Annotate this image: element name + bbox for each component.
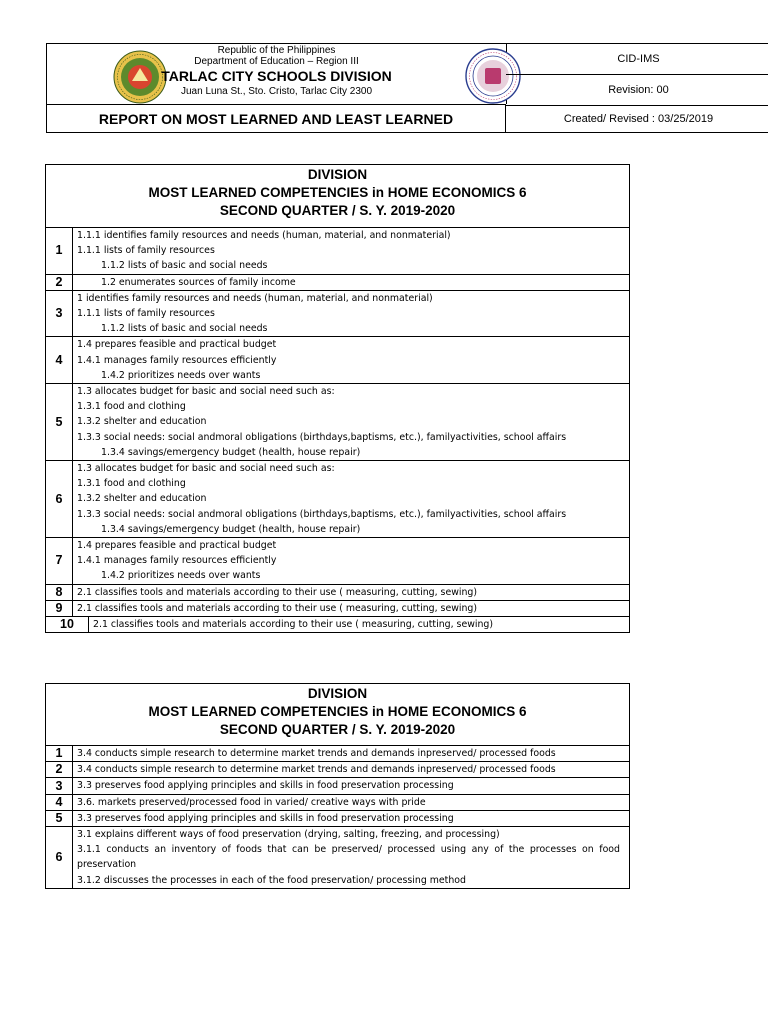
table-1-rows: [46, 228, 629, 632]
competency-line: 3.3 preserves food applying principles and skills in food preservation processing: [77, 812, 454, 824]
competency-line: 1.4.1 manages family resources efficiently: [77, 555, 277, 567]
table-row: [46, 585, 629, 601]
competency-line: 1.3.4 savings/emergency budget (health, house repair): [101, 523, 361, 535]
table-row: [46, 811, 629, 827]
row-number: 7: [46, 538, 73, 584]
competency-description: [73, 778, 629, 793]
competency-description: [73, 384, 629, 460]
competency-line: 3.4 conducts simple research to determine market trends and demands inpreserved/ processed foods: [77, 764, 556, 776]
competency-line: 3.4 conducts simple research to determine market trends and demands inpreserved/ processed foods: [77, 748, 556, 759]
competency-line: 1.3 allocates budget for basic and social need such as:: [77, 386, 335, 398]
table-2-title-line-2: MOST LEARNED COMPETENCIES in HOME ECONOMICS 6: [148, 704, 527, 719]
row-number: 10: [46, 617, 89, 632]
competency-line: 1.4 prepares feasible and practical budget: [77, 540, 277, 552]
header-department: Department of Education – Region III: [194, 56, 359, 67]
table-1-title: [46, 165, 629, 228]
row-number: 2: [46, 275, 73, 290]
row-number: 1: [46, 746, 73, 761]
header-republic: Republic of the Philippines: [217, 45, 336, 56]
document-code: CID-IMS: [506, 44, 768, 75]
document-header: [46, 43, 768, 133]
competency-line: 1.4.2 prioritizes needs over wants: [101, 570, 261, 582]
header-division: TARLAC CITY SCHOOLS DIVISION: [161, 68, 392, 84]
competency-line: 1.3 allocates budget for basic and social need such as:: [77, 463, 335, 475]
table-row: [46, 538, 629, 585]
table-row: [46, 228, 629, 275]
competency-line: 1.4 prepares feasible and practical budget: [77, 339, 277, 351]
competency-description: [73, 811, 629, 826]
row-number: 8: [46, 585, 73, 600]
revision-number: Revision: 00: [506, 75, 768, 106]
competency-description: [73, 538, 629, 584]
report-title: REPORT ON MOST LEARNED AND LEAST LEARNED: [47, 104, 506, 132]
header-document-control: [506, 44, 768, 132]
competency-line: 1.3.2 shelter and education: [77, 493, 207, 505]
table-1-title-line-2: MOST LEARNED COMPETENCIES in HOME ECONOMICS 6: [148, 185, 527, 200]
competency-line: 1.1.1 identifies family resources and needs (human, material, and nonmaterial): [77, 230, 451, 241]
row-number: 3: [46, 291, 73, 337]
competency-description: [73, 337, 629, 383]
created-revised-date: Created/ Revised : 03/25/2019: [563, 113, 714, 125]
table-row: [46, 762, 629, 778]
competency-line: 1.4.1 manages family resources efficiently: [77, 354, 277, 366]
table-1-title-line-1: DIVISION: [307, 167, 368, 182]
table-row: [46, 601, 629, 617]
table-2-rows: [46, 746, 629, 888]
table-row: [46, 291, 629, 338]
table-2-title: [46, 684, 629, 746]
header-identity: [47, 44, 507, 104]
competency-description: [73, 746, 629, 761]
table-row: [46, 384, 629, 461]
competency-description: [73, 585, 629, 600]
row-number: 5: [46, 384, 73, 460]
competency-line: 1.3.4 savings/emergency budget (health, house repair): [101, 446, 361, 458]
row-number: 6: [46, 461, 73, 537]
row-number: 5: [46, 811, 73, 826]
row-number: 4: [46, 795, 73, 810]
competency-description: [73, 601, 629, 616]
competency-description: [73, 827, 629, 888]
row-number: 2: [46, 762, 73, 777]
table-row: [46, 746, 629, 762]
competency-line: 3.3 preserves food applying principles and skills in food preservation processing: [77, 780, 454, 792]
table-row: [46, 795, 629, 811]
competency-line: 1.3.3 social needs: social andmoral obligations (birthdays,baptisms, etc.), familyactivities, school affairs: [77, 431, 567, 443]
competency-description: [73, 762, 629, 777]
table-row: [46, 827, 629, 888]
competency-line: 2.1 classifies tools and materials according to their use ( measuring, cutting, sewing): [77, 586, 478, 598]
table-2-title-line-3: SECOND QUARTER / S. Y. 2019-2020: [219, 722, 456, 737]
competencies-table-2: [45, 683, 630, 889]
row-number: 4: [46, 337, 73, 383]
competency-line: 3.6. markets preserved/processed food in varied/ creative ways with pride: [77, 796, 426, 808]
competency-line: 3.1.1 conducts an inventory of foods that can be preserved/ processed using any of the processes on food preservation: [77, 844, 620, 871]
competency-line: 1.1.2 lists of basic and social needs: [101, 323, 268, 335]
competency-line: 1.1.1 lists of family resources: [77, 308, 215, 320]
competency-line: 1.3.3 social needs: social andmoral obligations (birthdays,baptisms, etc.), familyactivities, school affairs: [77, 508, 567, 520]
competency-description: [73, 291, 629, 337]
competencies-table-1: [45, 164, 630, 633]
row-number: 3: [46, 778, 73, 793]
table-row: [46, 461, 629, 538]
table-row: [46, 337, 629, 384]
row-number: 1: [46, 228, 73, 274]
competency-line: 1.3.1 food and clothing: [77, 478, 186, 490]
competency-line: 1.4.2 prioritizes needs over wants: [101, 369, 261, 381]
competency-line: 1.3.2 shelter and education: [77, 416, 207, 428]
competency-description: [73, 461, 629, 537]
table-row: [46, 617, 629, 632]
table-row: [46, 275, 629, 291]
competency-description: [73, 275, 629, 290]
competency-description: [73, 228, 629, 274]
competency-line: 1.1.2 lists of basic and social needs: [101, 260, 268, 272]
competency-line: 2.1 classifies tools and materials according to their use ( measuring, cutting, sewing): [93, 619, 494, 631]
header-address: Juan Luna St., Sto. Cristo, Tarlac City 2300: [180, 86, 373, 97]
competency-line: 1.1.1 lists of family resources: [77, 245, 215, 257]
table-2-title-line-1: DIVISION: [307, 686, 368, 701]
competency-line: 1 identifies family resources and needs (human, material, and nonmaterial): [77, 292, 433, 304]
competency-line: 3.1.2 discusses the processes in each of the food preservation/ processing method: [77, 874, 466, 886]
table-row: [46, 778, 629, 794]
competency-line: 1.3.1 food and clothing: [77, 401, 186, 413]
row-number: 9: [46, 601, 73, 616]
competency-line: 3.1 explains different ways of food preservation (drying, salting, freezing, and processing): [77, 829, 500, 841]
competency-description: [73, 795, 629, 810]
competency-description: [89, 617, 629, 632]
competency-line: 1.2 enumerates sources of family income: [101, 276, 296, 288]
table-1-title-line-3: SECOND QUARTER / S. Y. 2019-2020: [219, 203, 456, 218]
competency-line: 2.1 classifies tools and materials according to their use ( measuring, cutting, sewing): [77, 602, 478, 614]
row-number: 6: [46, 827, 73, 888]
